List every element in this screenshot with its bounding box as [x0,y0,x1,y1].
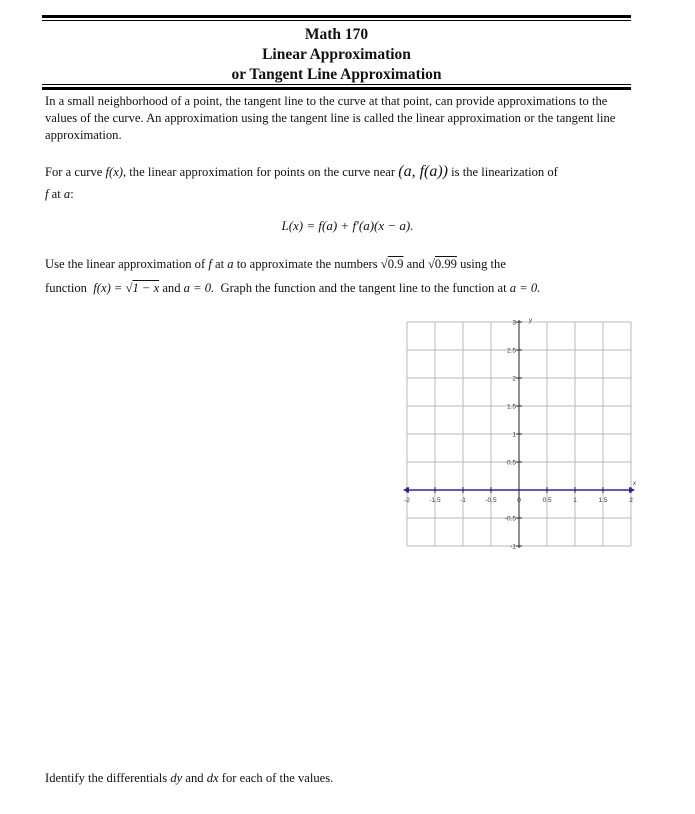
page-title-line-2: or Tangent Line Approximation [231,66,442,83]
task-and-2: and [162,281,181,295]
a-equals-zero: a = 0. [183,281,215,295]
x-tick-label: 1.5 [598,497,608,504]
footer-text-c: for each of the values. [221,771,334,785]
y-tick-label: 2.5 [506,347,516,355]
sqrt-0-9: √0.9 [380,257,404,271]
task-use: Use the linear approximation of [45,257,206,271]
footer-text-a: Identify the differentials [45,771,168,785]
linearization-formula: L(x) = f(a) + f′(a)(x − a). [281,218,414,233]
task-f: f [208,257,212,271]
definition-mid: , the linear approximation for points on the curve near [123,165,396,179]
definition-lead: For a curve [45,165,103,179]
definition-a: a [63,187,71,201]
y-tick-label: -1 [510,543,516,551]
y-tick-label: 2 [512,375,516,383]
footer-dy: dy [170,771,183,785]
task-using: using the [460,257,506,271]
task-at: at [214,257,225,271]
footer-instruction [45,770,635,787]
y-axis-label: y [529,318,532,324]
sqrt-0-99-radicand: 0.99 [434,257,457,271]
x-tick-label: -1.5 [429,497,441,504]
task-graph-instruction: Graph the function and the tangent line to the function at [220,281,507,295]
task-a: a [227,257,234,271]
x-tick-label: 0 [517,497,521,504]
intro-paragraph: In a small neighborhood of a point, the tangent line to the curve at that point, can provide approximations to the values of the curve. An approximation using the tangent line is called the linear approximation or the tangent line approximation. [45,94,616,142]
y-tick-label: 3 [512,319,516,327]
x-tick-label: -0.5 [485,497,497,504]
function-definition: f(x) = [93,281,123,295]
definition-point: (a, f(a)) [398,163,448,180]
y-tick-label: 0.5 [506,459,516,467]
task-approx: to approximate the numbers [236,257,378,271]
definition-tail: is the linearization of [448,165,558,179]
task-function-word: function [45,281,87,295]
definition-f: f [45,187,49,201]
x-axis-arrow-left [403,487,409,493]
sqrt-0-9-radicand: 0.9 [387,257,404,271]
function-radicand: 1 − x [132,281,160,295]
x-tick-label: -2 [404,497,410,504]
x-tick-label: 2 [629,497,633,504]
a-equals-zero-2: a = 0. [509,281,541,295]
footer-dx: dx [206,771,219,785]
course-title: Math 170 [304,26,369,43]
task-and: and [406,257,425,271]
page-title-line-1: Linear Approximation [262,46,411,63]
x-axis-arrow-right [629,487,635,493]
x-tick-label: -1 [460,497,466,504]
definition-at: at [48,187,64,201]
y-tick-label: 1 [512,431,516,439]
x-tick-label: 1 [573,497,577,504]
x-tick-label: 0.5 [542,497,552,504]
sqrt-0-99: √0.99 [427,257,457,271]
y-tick-label: 1.5 [506,403,516,411]
y-tick-label: -0.5 [504,515,516,523]
x-axis-label: x [633,481,636,487]
function-root: √1 − x [125,281,160,295]
definition-fx: f(x) [105,165,123,179]
footer-text-b: and [185,771,204,785]
definition-colon: : [70,187,74,201]
